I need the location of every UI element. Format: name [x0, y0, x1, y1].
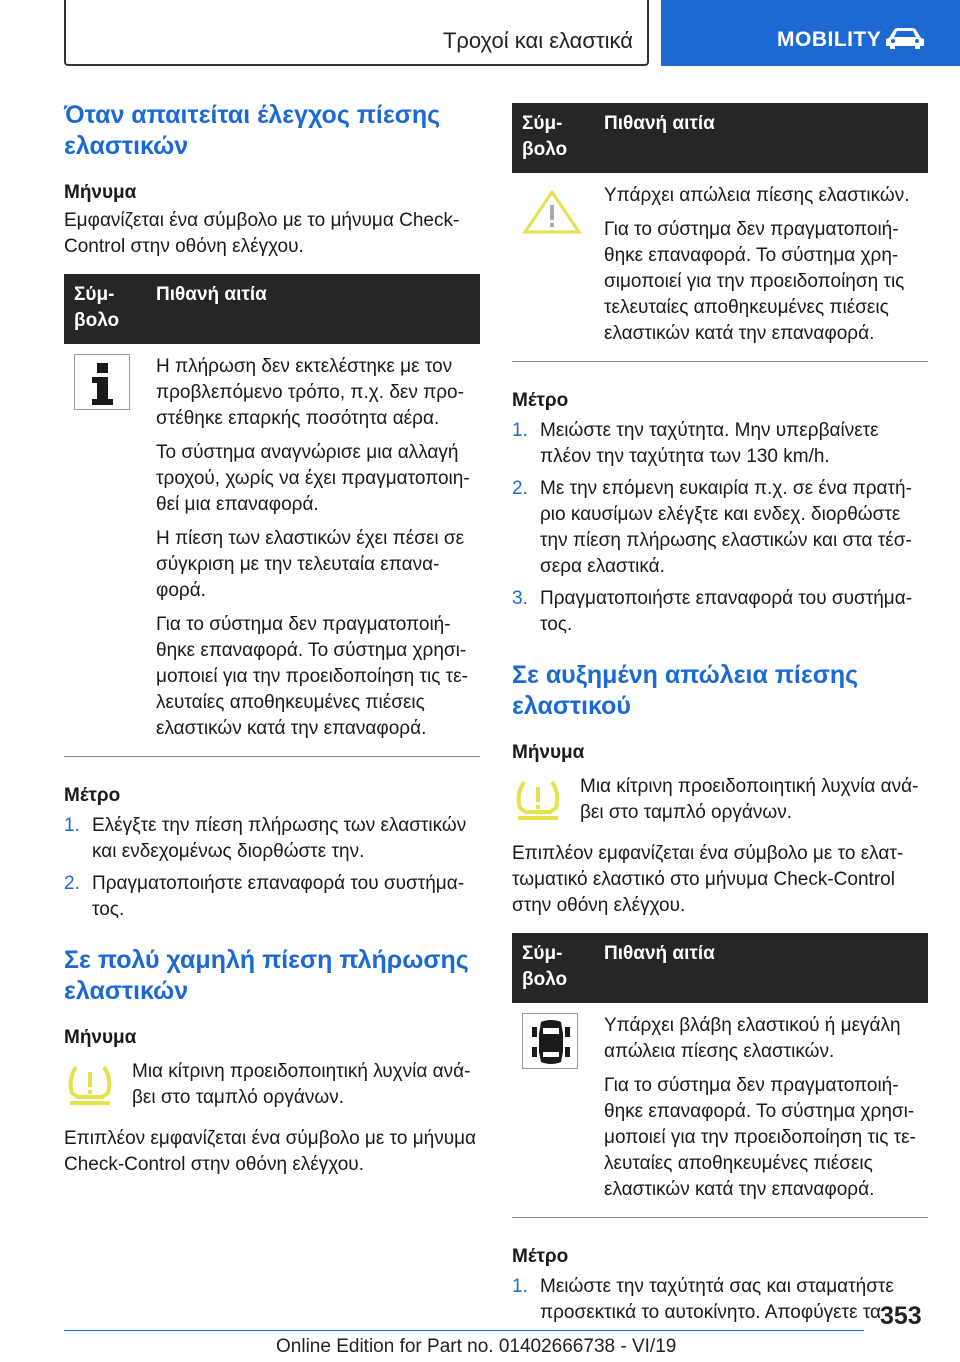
measure-heading: Μέτρο — [64, 785, 121, 806]
right-column — [512, 103, 928, 1332]
extra-text: Επιπλέον εμφανίζεται ένα σύμβολο με το ελατ-τωματικό ελαστικό στο μήνυμα Check-Control στην οθόνη ελέγχου. — [512, 843, 904, 916]
defective-tire-car-icon — [522, 1013, 578, 1069]
message-heading: Μήνυμα — [64, 1027, 137, 1048]
cause-paragraph: Για το σύστημα δεν πραγματοποιή-θηκε επαναφορά. Το σύστημα χρησι-μοποιεί για την προειδοποίηση τις τε-λευταίες αποθηκευμένες πιέσεις ελαστικών κατά την επαναφορά. — [604, 1075, 916, 1200]
measure-heading: Μέτρο — [512, 1246, 569, 1267]
warning-lamp-row — [512, 774, 928, 827]
footer-edition: Online Edition for Part no. 01402666738 - VI/19 — [276, 1336, 677, 1357]
info-icon — [74, 354, 130, 410]
cause-paragraph: Για το σύστημα δεν πραγματοποιή-θηκε επαναφορά. Το σύστημα χρησι-μοποιεί για την προειδοποίηση τις τε-λευταίες αποθηκευμένες πιέσεις ελαστικών κατά την επαναφορά. — [156, 614, 468, 739]
measure-heading: Μέτρο — [512, 390, 569, 411]
message-heading: Μήνυμα — [512, 742, 585, 763]
symbol-column-header: Σύμ-βολο — [64, 274, 146, 344]
symbol-table — [512, 933, 928, 1218]
tire-pressure-warning-icon — [64, 1063, 116, 1107]
warning-triangle-icon — [522, 189, 582, 235]
header-section-title: Τροχοί και ελαστικά — [442, 28, 633, 53]
cause-paragraph: Υπάρχει απώλεια πίεσης ελαστικών. — [604, 185, 910, 206]
message-heading: Μήνυμα — [64, 182, 137, 203]
header-chapter-title: MOBILITY — [777, 28, 882, 51]
warning-lamp-text: Μια κίτρινη προειδοποιητική λυχνία ανά-βει στο ταμπλό οργάνων. — [580, 776, 919, 823]
warning-lamp-row — [64, 1059, 480, 1112]
warning-lamp-text: Μια κίτρινη προειδοποιητική λυχνία ανά-βει στο ταμπλό οργάνων. — [132, 1061, 471, 1108]
step-item: 1. Μειώστε την ταχύτητά σας και σταματήστε προσεκτικά το αυτοκίνητο. Αποφύγετε τα — [512, 1276, 894, 1323]
cause-paragraph: Για το σύστημα δεν πραγματοποιή-θηκε επαναφορά. Το σύστημα χρη-σιμοποιεί για την προειδοποίηση τις τελευταίες αποθηκευμένες πιέσεις ελαστικών κατά την επαναφορά. — [604, 219, 905, 344]
footer-divider — [64, 1330, 864, 1331]
left-column — [64, 100, 480, 1178]
tire-pressure-warning-icon — [512, 778, 564, 822]
symbol-table — [64, 274, 480, 757]
symbol-column-header: Σύμ-βολο — [512, 933, 594, 1003]
cause-column-header: Πιθανή αιτία — [146, 274, 480, 344]
measure-steps — [512, 1274, 928, 1326]
cause-paragraph: Η πλήρωση δεν εκτελέστηκε με τον προβλεπόμενο τρόπο, π.χ. δεν προ-στέθηκε επαρκής ποσότητα αέρα. — [156, 356, 464, 429]
header-chapter-box — [661, 0, 960, 66]
step-item: 1. Ελέγξτε την πίεση πλήρωσης των ελαστικών και ενδεχομένως διορθώστε την. — [64, 815, 467, 862]
section-title-increased-loss: Σε αυξημένη απώλεια πίεσης ελαστικού — [512, 661, 859, 720]
header-section-box — [64, 0, 649, 66]
section-title-low-pressure: Σε πολύ χαμηλή πίεση πλήρωσης ελαστικών — [64, 946, 469, 1005]
step-item: 3. Πραγματοποιήστε επαναφορά του συστήμα-τος. — [512, 588, 913, 635]
step-item: 2. Με την επόμενη ευκαιρία π.χ. σε ένα πρατή-ριο καυσίμων ελέγξτε και ενδεχ. διορθώστε την πίεση πλήρωσης ελαστικών και στα τέσ-σερα ελαστικά. — [512, 478, 912, 577]
extra-text: Επιπλέον εμφανίζεται ένα σύμβολο με το μήνυμα Check-Control στην οθόνη ελέγχου. — [64, 1128, 477, 1175]
cause-column-header: Πιθανή αιτία — [594, 103, 928, 173]
message-text: Εμφανίζεται ένα σύμβολο με το μήνυμα Check-Control στην οθόνη ελέγχου. — [64, 210, 460, 257]
measure-steps — [512, 418, 928, 638]
cause-paragraph: Υπάρχει βλάβη ελαστικού ή μεγάλη απώλεια πίεσης ελαστικών. — [604, 1015, 901, 1062]
symbol-column-header: Σύμ-βολο — [512, 103, 594, 173]
cause-column-header: Πιθανή αιτία — [594, 933, 928, 1003]
page-number: 353 — [880, 1302, 922, 1330]
cause-paragraph: Η πίεση των ελαστικών έχει πέσει σε σύγκριση με την τελευταία επανα-φορά. — [156, 528, 465, 601]
cause-paragraph: Το σύστημα αναγνώρισε μια αλλαγή τροχού, χωρίς να έχει πραγματοποιη-θεί μια επαναφορά. — [156, 442, 470, 515]
step-item: 2. Πραγματοποιήστε επαναφορά του συστήμα-τος. — [64, 873, 465, 920]
section-title: Όταν απαιτείται έλεγχος πίεσης ελαστικών — [64, 101, 441, 160]
symbol-table — [512, 103, 928, 362]
step-item: 1. Μειώστε την ταχύτητα. Μην υπερβαίνετε πλέον την ταχύτητα των 130 km/h. — [512, 420, 879, 467]
car-icon — [883, 26, 927, 50]
measure-steps — [64, 813, 480, 923]
